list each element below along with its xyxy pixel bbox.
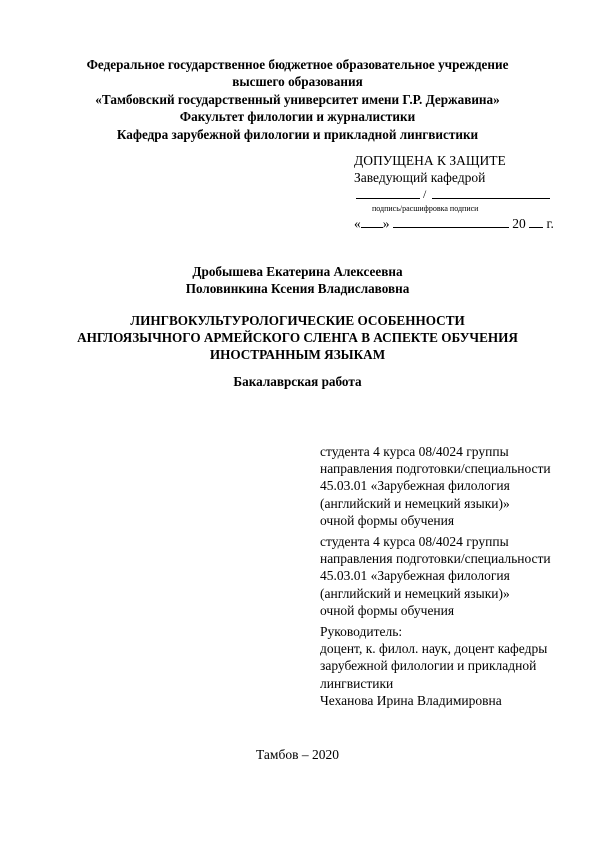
approval-block — [354, 152, 574, 232]
info-line: лингвистики — [320, 675, 394, 691]
date-suffix: г. — [546, 216, 554, 231]
date-open-quote: « — [354, 216, 361, 231]
student-info-2 — [320, 533, 590, 619]
approval-title: ДОПУЩЕНА К ЗАЩИТЕ — [354, 153, 506, 168]
header-line: Федеральное государственное бюджетное образовательное учреждение — [86, 57, 509, 72]
signature-slash: / — [423, 187, 427, 201]
header-line: Кафедра зарубежной филологии и прикладной лингвистики — [116, 126, 479, 142]
info-line: Руководитель: — [320, 624, 403, 639]
approval-role: Заведующий кафедрой — [354, 170, 486, 185]
author-name: Дробышева Екатерина Алексеевна — [192, 264, 403, 279]
info-line: (английский и немецкий языки)» — [320, 495, 510, 511]
info-line: направления подготовки/специальности — [320, 461, 551, 477]
title-line: ЛИНГВОКУЛЬТУРОЛОГИЧЕСКИЕ ОСОБЕННОСТИ — [130, 313, 465, 328]
info-line: студента 4 курса 08/4024 группы — [320, 444, 509, 459]
signature-caption: подпись/расшифровка подписи — [372, 204, 479, 213]
info-line: направления подготовки/специальности — [320, 551, 551, 567]
city-year: Тамбов – 2020 — [256, 747, 339, 762]
header-line: высшего образования — [232, 74, 363, 90]
date-close-quote: » — [382, 216, 390, 231]
author-name: Половинкина Ксения Владиславовна — [185, 281, 410, 297]
date-day-blank — [361, 215, 383, 228]
signature-blank — [356, 198, 420, 199]
institution-header — [60, 56, 535, 143]
approval-date-line — [354, 215, 574, 232]
title-line: АНГЛОЯЗЫЧНОГО АРМЕЙСКОГО СЛЕНГА В АСПЕКТЕ ОБУЧЕНИЯ — [77, 330, 518, 346]
signature-name-blank — [432, 198, 550, 199]
info-line: Чеханова Ирина Владимировна — [320, 692, 502, 708]
date-month-blank — [393, 215, 509, 228]
info-line: очной формы обучения — [320, 512, 455, 528]
header-line: Факультет филологии и журналистики — [179, 109, 416, 125]
student-info-1 — [320, 443, 590, 529]
date-year: 20 — [512, 216, 526, 231]
info-line: 45.03.01 «Зарубежная филология — [320, 478, 510, 494]
info-line: очной формы обучения — [320, 602, 455, 618]
title-line: ИНОСТРАННЫМ ЯЗЫКАМ — [209, 347, 386, 363]
date-year-blank — [529, 215, 543, 228]
work-type: Бакалаврская работа — [233, 374, 362, 389]
info-line: 45.03.01 «Зарубежная филология — [320, 568, 510, 584]
info-line: доцент, к. филол. наук, доцент кафедры — [320, 641, 548, 657]
info-line: зарубежной филологии и прикладной — [320, 658, 537, 674]
info-line: (английский и немецкий языки)» — [320, 585, 510, 601]
header-line: «Тамбовский государственный университет имени Г.Р. Державина» — [95, 91, 500, 107]
thesis-title — [40, 312, 555, 364]
supervisor-info — [320, 623, 590, 709]
info-line: студента 4 курса 08/4024 группы — [320, 534, 509, 549]
signature-line — [354, 186, 574, 204]
authors-block — [60, 263, 535, 297]
